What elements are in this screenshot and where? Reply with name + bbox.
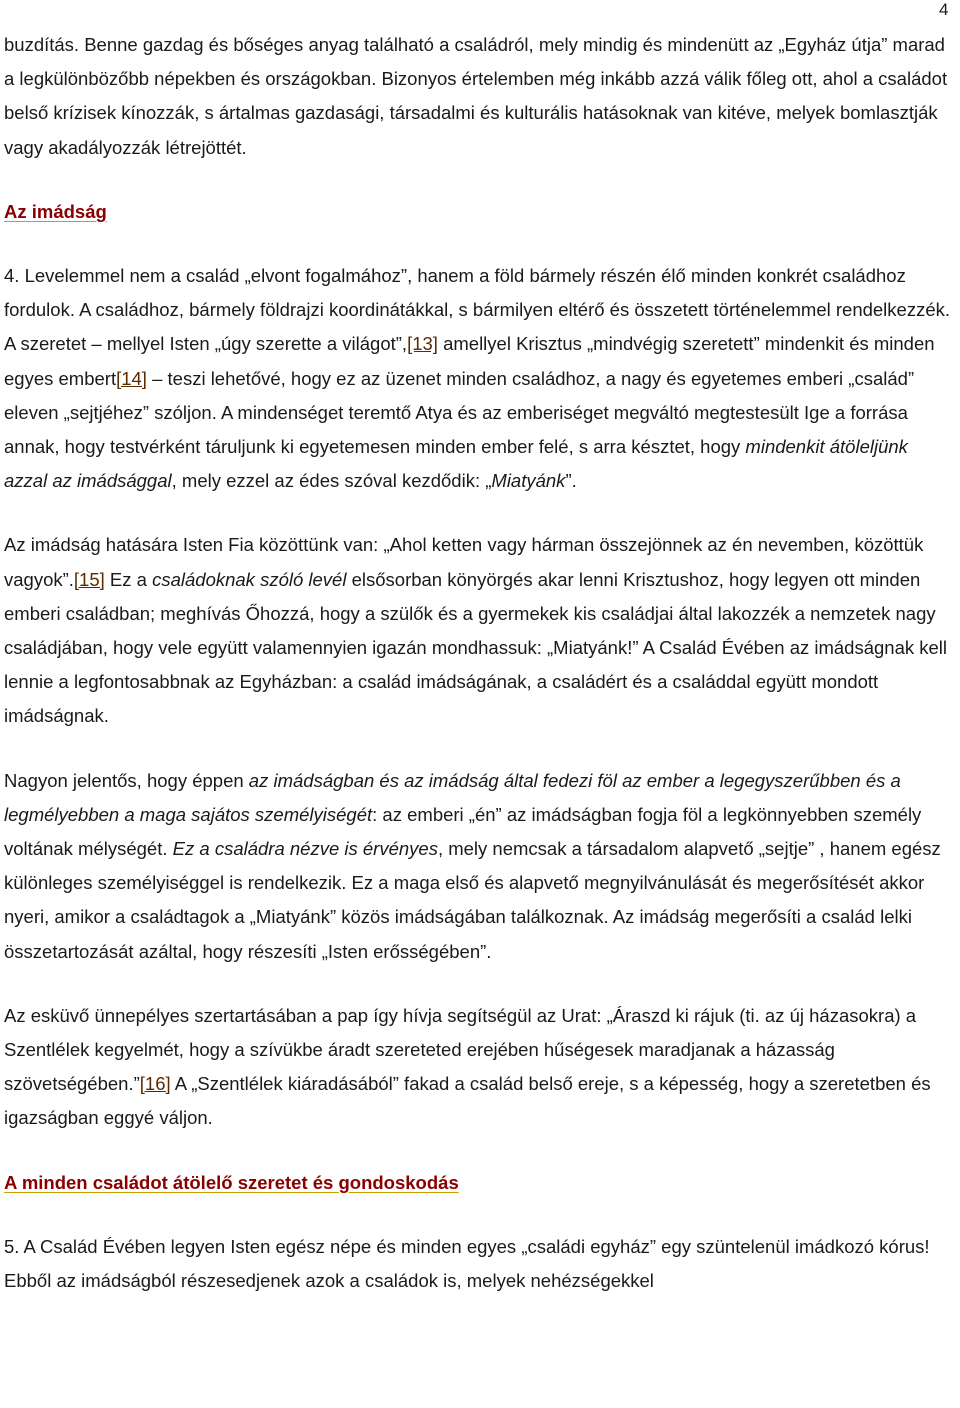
footnote-link[interactable]: [16] xyxy=(139,1073,171,1095)
emphasis-text: családoknak szóló levél xyxy=(152,568,347,590)
paragraph-wedding xyxy=(4,999,952,1136)
emphasis-text: Ez a családra nézve is érvényes xyxy=(172,838,438,860)
section-heading-love-care: A minden családot átölelő szeretet és gondoskodás xyxy=(4,1171,459,1193)
footnote-link[interactable]: [14] xyxy=(116,367,147,389)
emphasis-text: mindenkit átöleljünk azzal az imádsággal xyxy=(4,436,908,492)
footnote-link[interactable]: [13] xyxy=(407,333,438,355)
text-run: 4. Levelemmel nem a család „elvont fogalmához”, hanem a föld bármely részén élő minden konkrét családhoz fordulok. A családhoz, bármely földrajzi koordinátákkal, s bármilyen eltérő és összetett történelemmel rendelkezzék. A szeretet – mellyel Isten „úgy szerette a világot”, xyxy=(4,265,951,355)
paragraph-personality xyxy=(4,764,952,969)
footnote-link[interactable]: [15] xyxy=(73,568,105,590)
text-run: Ez a xyxy=(104,568,153,590)
text-run: amellyel Krisztus „mindvégig szeretett” mindenkit és minden egyes embert xyxy=(4,333,935,389)
page-number: 4 xyxy=(939,0,949,19)
text-run: , mely nemcsak a társadalom alapvető „sejtje” , hanem egész különleges személyiséggel is rendelkezik. Ez a maga első és alapvető megnyilvánulását és megerősítését akkor nyeri, amikor a családtagok a „Miatyánk” közös imádságában találkoznak. Az imádság megerősíti a család lelki összetartozását azáltal, hogy részesíti „Isten erősségében”. xyxy=(4,838,941,962)
text-run: 5. A Család Évében legyen Isten egész népe és minden egyes „családi egyház” egy szüntelenül imádkozó kórus! Ebből az imádságból részesedjenek azok a családok is, melyek nehézségekkel xyxy=(4,1235,930,1292)
text-run: Az imádság hatására Isten Fia közöttünk van: „Ahol ketten vagy hárman összejönnek az én nevemben, közöttük vagyok”. xyxy=(4,534,924,590)
section-heading-prayer: Az imádság xyxy=(4,200,107,222)
text-run: A „Szentlélek kiáradásából” fakad a család belső ereje, s a képesség, hogy a szeretetben és igazságban eggyé váljon. xyxy=(4,1073,931,1129)
paragraph-prayer-effect xyxy=(4,528,952,733)
text-run: buzdítás. Benne gazdag és bőséges anyag található a családról, mely mindig és mindenütt az „Egyház útja” marad a legkülönbözőbb népekben és országokban. Bizonyos értelemben még inkább azzá válik főleg ott, ahol a családot belső krízisek kínozzák, s ártalmas gazdasági, társadalmi és kulturális hatásoknak van kitéve, melyek bomlasztják vagy akadályozzák létrejöttét. xyxy=(4,34,948,158)
text-run: Az esküvő ünnepélyes szertartásában a pap így hívja segítségül az Urat: „Áraszd ki rájuk (ti. az új házasokra) a Szentlélek kegyelmét, hogy a szívükbe áradt szereteted erejében hűségesek maradjanak a házasság szövetségében.” xyxy=(4,1004,917,1095)
paragraph-5 xyxy=(4,1230,952,1298)
document-body xyxy=(4,28,952,1298)
emphasis-text: Miatyánk xyxy=(491,470,566,492)
text-run: ”. xyxy=(565,470,577,492)
text-run: : az emberi „én” az imádságban fogja föl a legkönnyebben személy voltának mélységét. xyxy=(4,803,922,860)
paragraph-4 xyxy=(4,259,952,498)
emphasis-text: az imádságban és az imádság által fedezi föl az ember a legegyszerűbben és a legmélyebben a maga sajátos személyiségét xyxy=(4,769,901,825)
text-run: Nagyon jelentős, hogy éppen xyxy=(4,769,249,791)
text-run: , mely ezzel az édes szóval kezdődik: „ xyxy=(171,470,492,492)
text-run: elsősorban könyörgés akar lenni Krisztushoz, hogy legyen ott minden emberi családban; meghívás Őhozzá, hogy a szülők és a gyermekek kis családjai által lakozzék a nemzetek nagy családjában, hogy vele együtt valamennyien igazán mondhassuk: „Miatyánk!” A Család Évében az imádságnak kell lennie a legfontosabbnak az Egyházban: a család imádságának, a családért és a családdal együtt mondott imádságnak. xyxy=(4,568,948,727)
text-run: – teszi lehetővé, hogy ez az üzenet minden családhoz, a nagy és egyetemes emberi „család” eleven „sejtjéhez” szóljon. A mindenséget teremtő Atya és az emberiséget megváltó megtestesült Ige a forrása annak, hogy testvérként táruljunk ki egyetemesen minden ember felé, s arra késztet, hogy xyxy=(4,367,915,458)
paragraph-intro xyxy=(4,28,952,165)
